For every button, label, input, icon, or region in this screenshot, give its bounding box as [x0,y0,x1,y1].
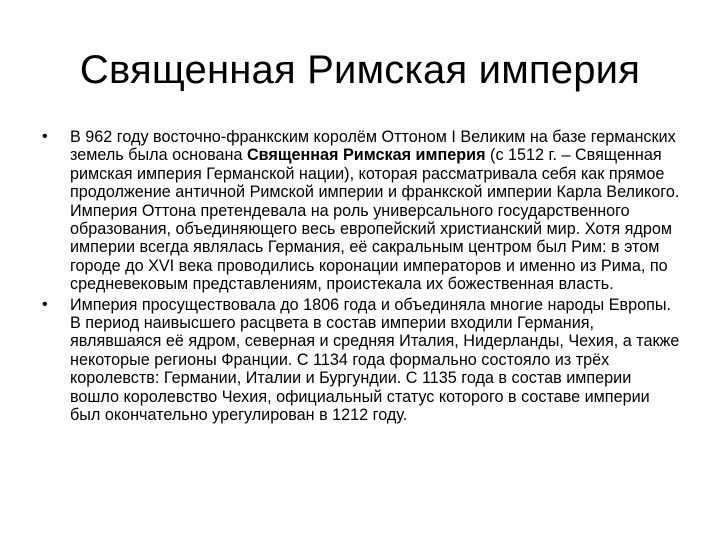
bullet-text: Империя просуществовала до 1806 года и объединяла многие народы Европы. В период наивысшего расцвета в состав империи входили Германия, являвшаяся её ядром, северная и средняя Италия, Нидерланды, Чехия, а также некоторые регионы Франции. С 1134 года формально состояло из трёх королевств: Германии, Италии и Бургундии. С 1135 года в состав империи вошло королевство Чехия, официальный статус которого в составе империи был окончательно урегулирован в 1212 году. [70,295,680,425]
bullet-text-bold: Священная Римская империя [246,146,486,165]
bullet-text [70,128,679,293]
slide-title: Священная Римская империя [79,48,641,92]
list-item [42,128,682,294]
list-item [42,296,682,425]
bullet-list [42,128,682,427]
bullet-text-part: (с 1512 г. – Священная римская империя Германской нации), которая рассматривала себя как прямое продолжение античной Римской империи и франкской империи Карла Великого. Империя Оттона претендевала на роль универсального государственного образования, объединяющего весь европейский христианский мир. Хотя ядром империи всегда являлась Германия, её сакральным центром был Рим: в этом городе до XVI века проводились коронации императоров и именно из Рима, по средневековым представлениям, проистекала их божественная власть. [70,146,680,294]
bullet-icon: • [42,128,48,145]
bullet-icon: • [42,295,48,313]
bullet-text-part: В 962 году восточно-франкским королём Оттоном I Великим на базе германских земель была основана [70,128,676,165]
